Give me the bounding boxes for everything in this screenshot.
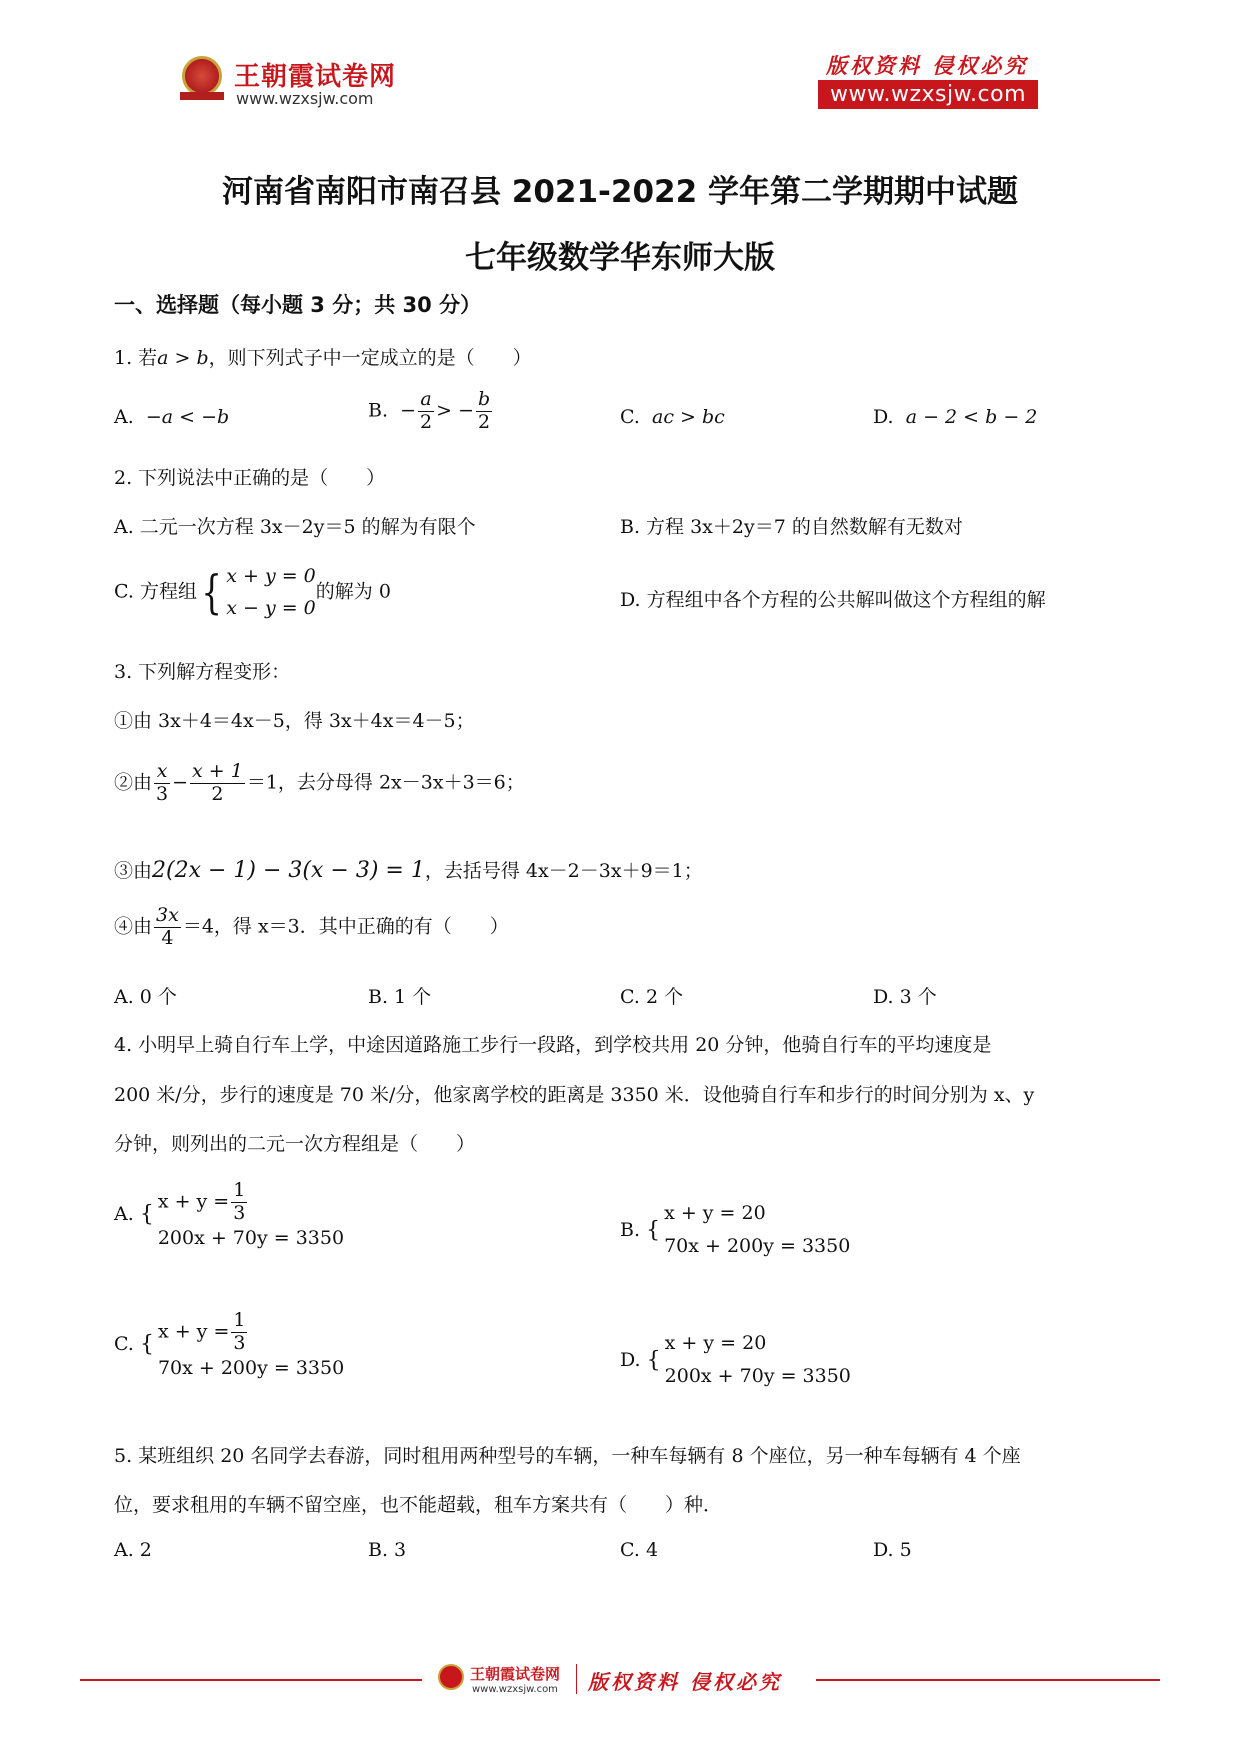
q2-option-c[interactable]: C. 方程组{ x + y = 0 x − y = 0 的解为 0 — [114, 565, 391, 620]
brand-logo — [182, 56, 224, 100]
copyright-url[interactable]: www.wzxsjw.com — [818, 80, 1038, 109]
q1-option-b[interactable]: B. − $\frac{a}{2}$ > − $\frac{b}{2}$ — [368, 388, 491, 433]
question-5-line-2: 位，要求租用的车辆不留空座，也不能超载，租车方案共有（ ）种． — [114, 1494, 723, 1516]
question-2-stem: 2. 下列说法中正确的是（ ） — [114, 467, 386, 489]
q5-option-a[interactable]: A. 2 — [114, 1539, 152, 1561]
footer-divider-right — [816, 1679, 1160, 1681]
q3-option-d[interactable]: D. 3 个 — [873, 986, 937, 1008]
q2-option-d[interactable]: D. 方程组中各个方程的公共解叫做这个方程组的解 — [620, 589, 1046, 611]
q1-option-c[interactable]: C. ac > bc — [620, 406, 725, 428]
q3-step-1: ①由 3x＋4＝4x－5，得 3x＋4x＝4－5； — [114, 710, 475, 732]
seal-icon — [182, 56, 222, 96]
footer-brand-url[interactable]: www.wzxsjw.com — [472, 1684, 558, 1695]
q2-option-a[interactable]: A. 二元一次方程 3x－2y＝5 的解为有限个 — [114, 516, 476, 538]
q3-option-b[interactable]: B. 1 个 — [368, 986, 432, 1008]
q4-option-a[interactable]: A. { x + y = $\frac{1}{3}$ 200x + 70y = 3350 — [114, 1179, 345, 1249]
brand-name: 王朝霞试卷网 — [234, 62, 397, 92]
q4-option-d[interactable]: D. { x + y = 20 200x + 70y = 3350 — [620, 1332, 851, 1388]
question-4-line-2: 200 米/分，步行的速度是 70 米/分，他家离学校的距离是 3350 米．设他骑自行车和步行的时间分别为 x、y — [114, 1084, 1035, 1106]
q5-option-b[interactable]: B. 3 — [368, 1539, 407, 1561]
q5-option-c[interactable]: C. 4 — [620, 1539, 659, 1561]
q1-option-a[interactable]: A. −a < −b — [114, 406, 230, 428]
copyright-notice: 版权资料 侵权必究 — [826, 54, 1029, 78]
page-title: 河南省南阳市南召县 2021-2022 学年第二学期期中试题 — [221, 174, 1018, 210]
brace-symbol: { — [139, 1331, 154, 1357]
question-1-stem: 1. 若a > b，则下列式子中一定成立的是（ ） — [114, 347, 532, 369]
brace-symbol: { — [139, 1201, 154, 1227]
q3-option-a[interactable]: A. 0 个 — [114, 986, 177, 1008]
brace-symbol: { — [646, 1347, 661, 1373]
footer-divider-left — [80, 1679, 422, 1681]
q5-option-d[interactable]: D. 5 — [873, 1539, 912, 1561]
question-3-stem: 3. 下列解方程变形： — [114, 661, 291, 683]
q3-option-c[interactable]: C. 2 个 — [620, 986, 684, 1008]
question-4-line-3: 分钟，则列出的二元一次方程组是（ ） — [114, 1133, 476, 1155]
ribbon-icon — [180, 92, 224, 100]
question-4-line-1: 4. 小明早上骑自行车上学，中途因道路施工步行一段路，到学校共用 20 分钟，他骑自行车的平均速度是 — [114, 1034, 992, 1056]
q2-option-b[interactable]: B. 方程 3x＋2y＝7 的自然数解有无数对 — [620, 516, 963, 538]
question-5-line-1: 5. 某班组织 20 名同学去春游，同时租用两种型号的车辆，一种车每辆有 8 个座位，另一种车每辆有 4 个座 — [114, 1445, 1021, 1467]
page-subtitle: 七年级数学华东师大版 — [465, 240, 775, 276]
footer-copyright: 版权资料 侵权必究 — [588, 1670, 782, 1694]
section-heading: 一、选择题（每小题 3 分；共 30 分） — [114, 293, 482, 317]
q3-step-4: ④由 $\frac{3x}{4}$ ＝4，得 x＝3．其中正确的有（ ） — [114, 904, 509, 949]
q4-option-c[interactable]: C. { x + y = $\frac{1}{3}$ 70x + 200y = 3350 — [114, 1309, 345, 1379]
q3-step-3: ③由2(2x − 1) − 3(x − 3) = 1，去括号得 4x－2－3x＋9＝1； — [114, 858, 703, 883]
brace-symbol: { — [201, 565, 222, 620]
footer-separator — [576, 1664, 577, 1694]
q4-option-b[interactable]: B. { x + y = 20 70x + 200y = 3350 — [620, 1202, 851, 1258]
footer-seal-icon — [438, 1664, 464, 1690]
q1-option-d[interactable]: D. a − 2 < b − 2 — [873, 406, 1038, 428]
footer-brand-name: 王朝霞试卷网 — [470, 1665, 561, 1683]
brace-symbol: { — [646, 1217, 661, 1243]
q3-step-2: ②由 $\frac{x}{3}$ − $\frac{x + 1}{2}$ ＝1，去分母得 2x－3x＋3＝6； — [114, 760, 525, 805]
brand-url[interactable]: www.wzxsjw.com — [236, 89, 374, 108]
